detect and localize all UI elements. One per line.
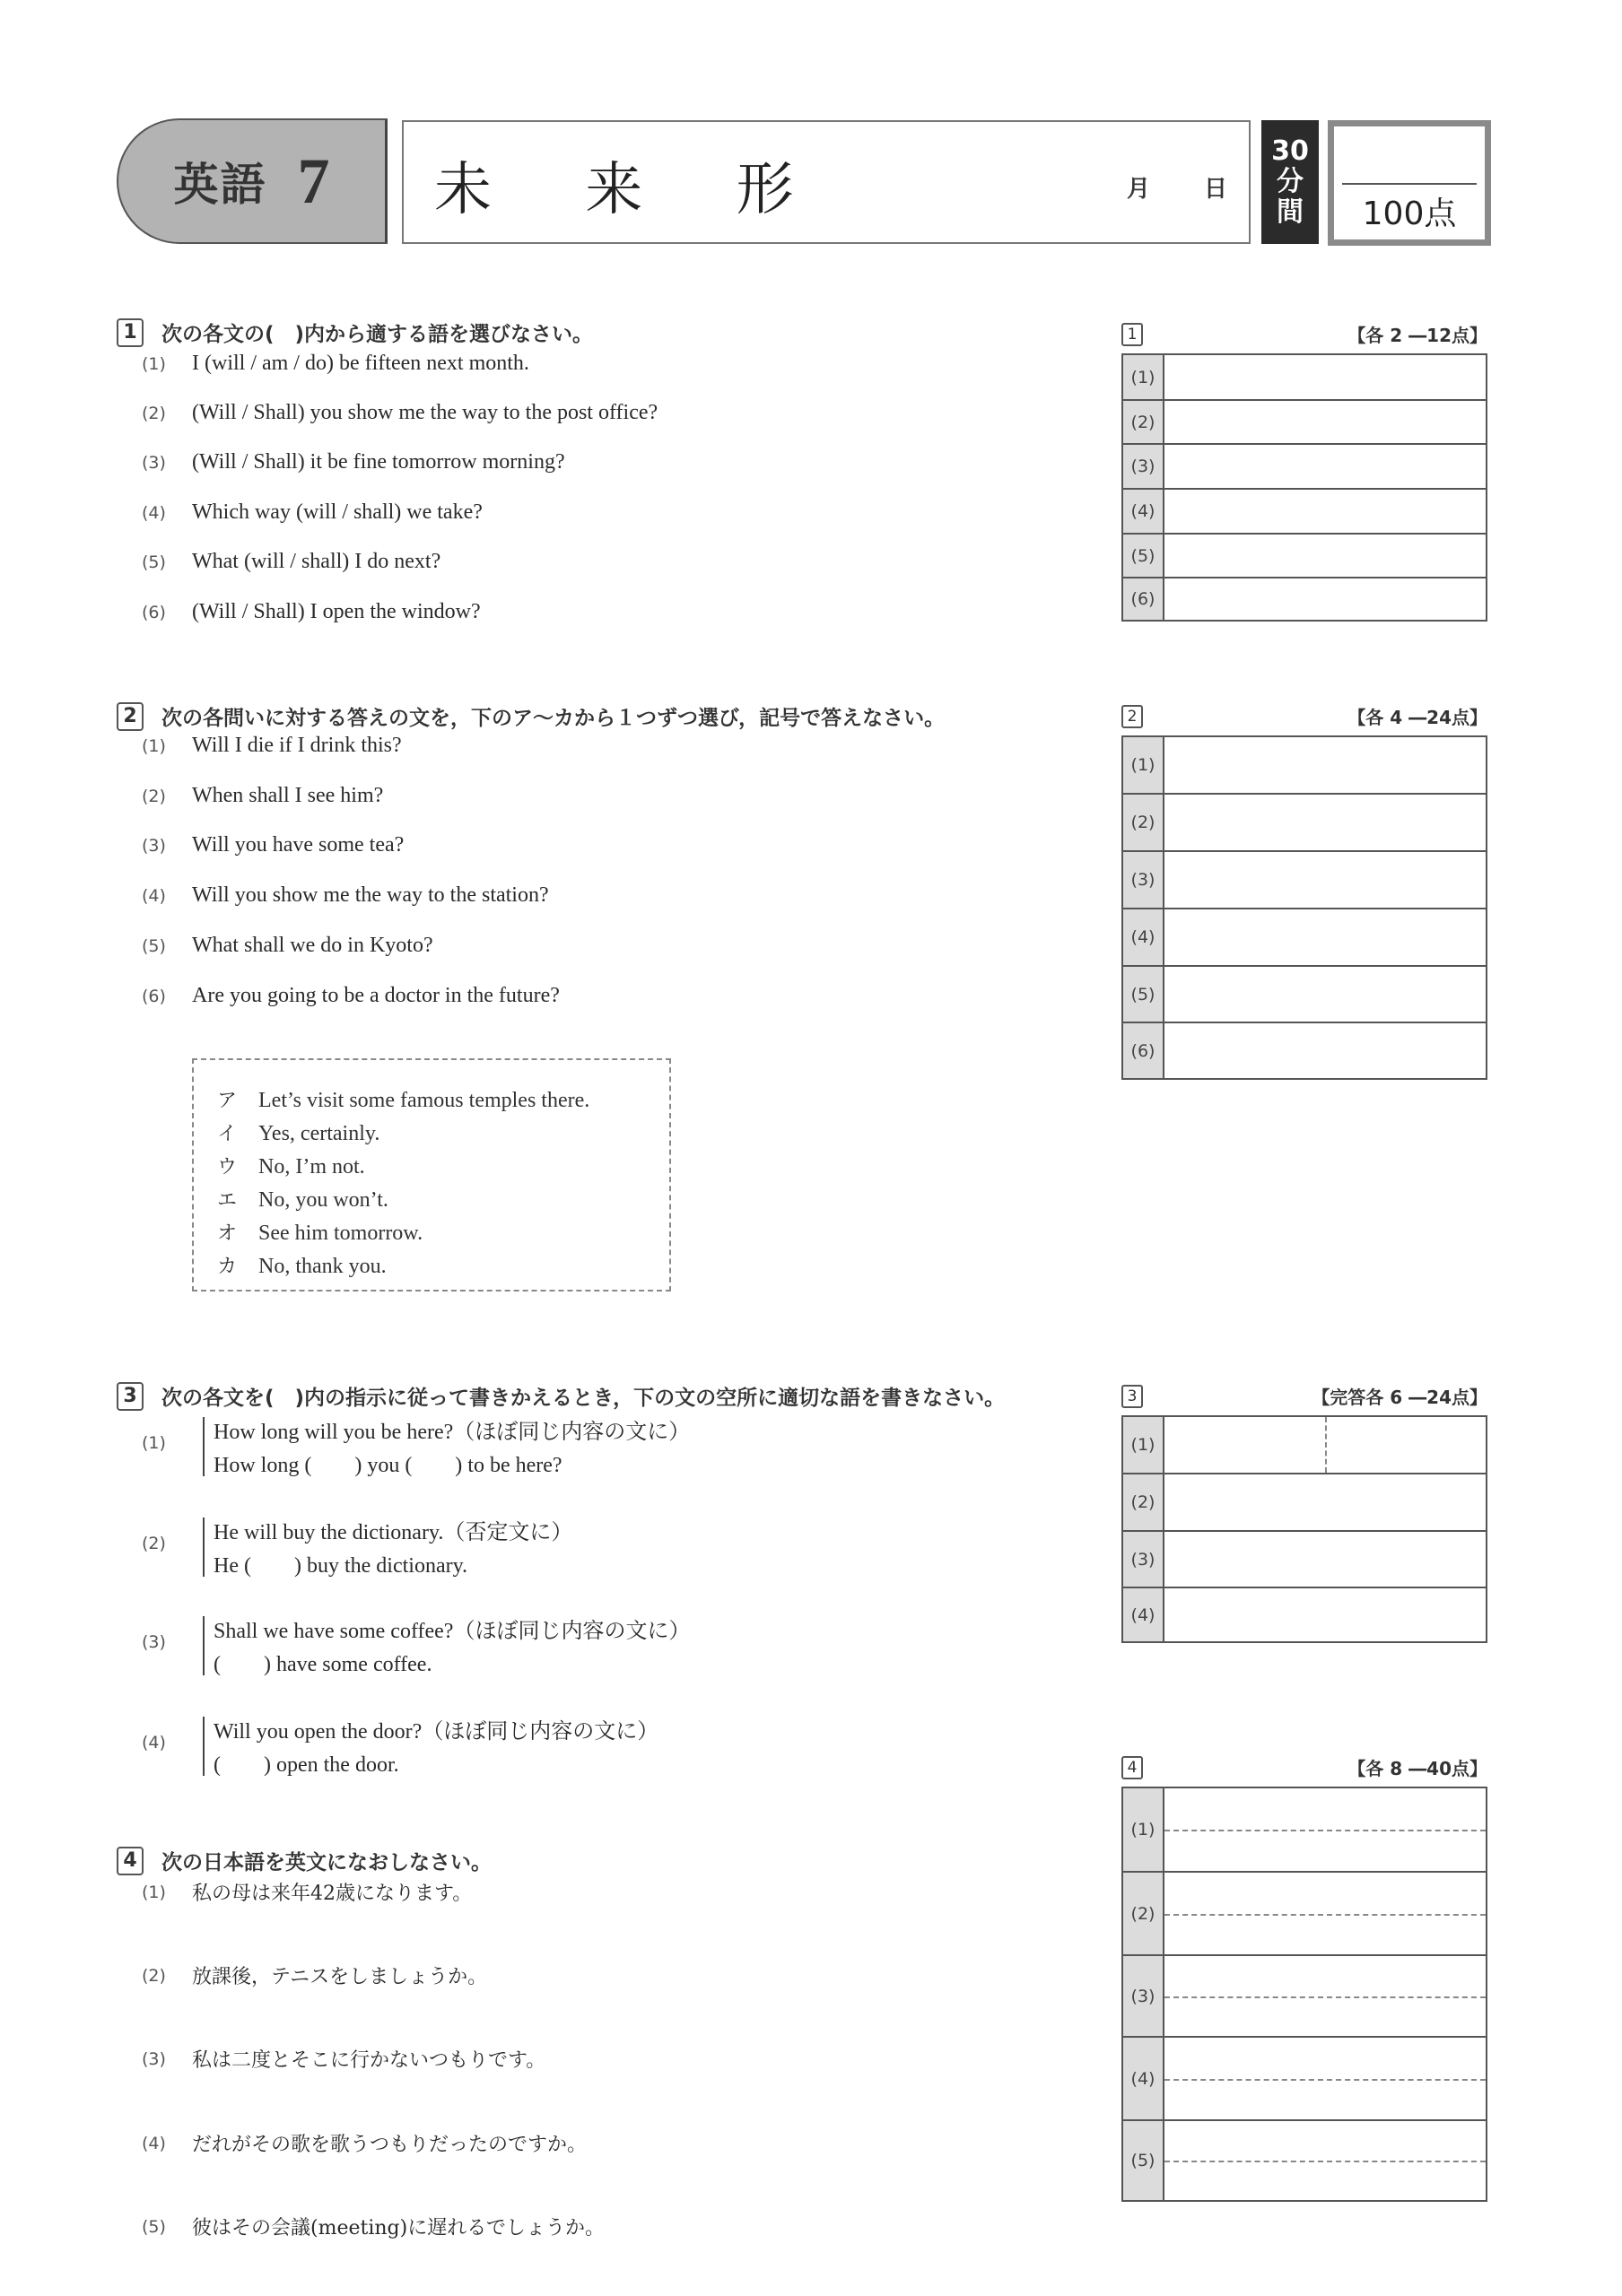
brace-line	[203, 1417, 214, 1476]
choice-mark: オ	[217, 1222, 238, 1245]
unit-tab	[117, 118, 388, 244]
question-item	[142, 1878, 472, 1906]
answer-row[interactable]	[1123, 2119, 1486, 2200]
question-text: Are you going to be a doctor in the future?	[192, 984, 560, 1007]
answer-1-header	[1121, 321, 1487, 347]
choice-text: No, I’m not.	[258, 1155, 365, 1178]
question-number: (1)	[142, 1433, 166, 1453]
question-number: (3)	[142, 835, 166, 856]
question-number: (3)	[142, 452, 166, 473]
answer-row[interactable]	[1123, 533, 1486, 577]
original-sentence: Shall we have some coffee?（ほぼ同じ内容の文に）	[214, 1620, 691, 1643]
original-sentence: Will you open the door?（ほぼ同じ内容の文に）	[214, 1720, 659, 1744]
answer-2-table	[1121, 735, 1487, 1080]
question-item	[142, 734, 402, 758]
time-limit-badge	[1261, 120, 1319, 244]
answer-row[interactable]	[1123, 908, 1486, 965]
question-item	[142, 500, 483, 525]
answer-label: (2)	[1123, 795, 1164, 850]
section-instruction: 次の各文を( )内の指示に従って書きかえるとき，下の文の空所に適切な語を書きなさい。	[161, 1387, 1006, 1410]
answer-field[interactable]	[1164, 2038, 1486, 2119]
question-number: (5)	[142, 935, 166, 956]
question-number: (3)	[142, 2048, 166, 2069]
rewritten-sentence: He ( ) buy the dictionary.	[214, 1554, 468, 1578]
rewrite-question	[142, 1613, 770, 1675]
answer-3-table	[1121, 1415, 1487, 1643]
answer-section-badge: 1	[1121, 323, 1143, 346]
rewritten-sentence: ( ) open the door.	[214, 1753, 399, 1777]
answer-row[interactable]	[1123, 1022, 1486, 1078]
answer-label: (3)	[1123, 852, 1164, 908]
answer-label: (5)	[1123, 2121, 1164, 2200]
answer-section-badge: 3	[1121, 1385, 1143, 1408]
answer-row[interactable]	[1123, 1530, 1486, 1587]
question-item	[142, 600, 481, 624]
answer-field[interactable]	[1164, 1474, 1486, 1530]
question-number: (2)	[142, 1965, 166, 1986]
date-month-label: 月	[1127, 176, 1151, 203]
answer-field[interactable]	[1164, 1788, 1486, 1871]
answer-row[interactable]	[1123, 1417, 1486, 1473]
question-number: (6)	[142, 986, 166, 1006]
answer-label: (5)	[1123, 967, 1164, 1022]
answer-field[interactable]	[1164, 445, 1486, 488]
question-text: Will you show me the way to the station?	[192, 883, 549, 907]
answer-field[interactable]	[1164, 1956, 1486, 2036]
question-item	[142, 784, 383, 808]
question-text: 私の母は来年42歳になります。	[192, 1883, 473, 1905]
time-limit-unit-1: 分	[1277, 166, 1304, 197]
answer-row[interactable]	[1123, 1788, 1486, 1871]
answer-label: (1)	[1123, 1417, 1164, 1473]
question-item	[142, 833, 404, 857]
unit-number: 7	[297, 144, 330, 217]
score-divider	[1342, 183, 1477, 185]
question-item	[142, 550, 440, 574]
question-text: だれがその歌を歌うつもりだったのですか。	[192, 2134, 588, 2156]
answer-4-header	[1121, 1754, 1487, 1780]
question-item	[142, 934, 433, 958]
question-text: (Will / Shall) I open the window?	[192, 600, 481, 623]
answer-section-badge: 4	[1121, 1756, 1143, 1779]
section-1-heading	[117, 317, 593, 347]
answer-row[interactable]	[1123, 443, 1486, 488]
question-text: I (will / am / do) be fifteen next month.	[192, 352, 529, 375]
answer-row[interactable]	[1123, 488, 1486, 533]
answer-field[interactable]	[1164, 1588, 1486, 1641]
answer-field[interactable]	[1164, 852, 1486, 908]
answer-row[interactable]	[1123, 1587, 1486, 1641]
writing-guide-line	[1164, 1914, 1486, 1916]
answer-label: (6)	[1123, 578, 1164, 620]
answer-field[interactable]	[1164, 1873, 1486, 1954]
page-title: 未 来 形	[434, 157, 832, 223]
answer-choices-box	[192, 1058, 671, 1292]
answer-field[interactable]	[1164, 2121, 1486, 2200]
subject-label: 英語	[173, 159, 267, 211]
date-day-label: 日	[1204, 176, 1228, 203]
question-number: (6)	[142, 602, 166, 622]
writing-guide-line	[1164, 1830, 1486, 1831]
answer-label: (4)	[1123, 1588, 1164, 1641]
section-number-badge: 2	[117, 702, 144, 731]
choice-mark: ア	[217, 1090, 238, 1112]
question-text: When shall I see him?	[192, 784, 384, 807]
question-item	[142, 2129, 587, 2157]
section-instruction: 次の各問いに対する答えの文を，下のア～カから１つずつ選び，記号で答えなさい。	[161, 707, 946, 730]
answer-4-table	[1121, 1787, 1487, 2202]
choice-item	[217, 1251, 387, 1279]
choice-mark: ウ	[217, 1156, 238, 1178]
question-item	[142, 450, 565, 474]
answer-row[interactable]	[1123, 850, 1486, 908]
question-item	[142, 883, 549, 908]
question-number: (4)	[142, 1733, 166, 1752]
question-text: (Will / Shall) you show me the way to the post office?	[192, 401, 658, 424]
question-number: (2)	[142, 786, 166, 806]
answer-label: (4)	[1123, 2038, 1164, 2119]
question-number: (1)	[142, 735, 166, 756]
answer-1-table	[1121, 353, 1487, 622]
choice-text: See him tomorrow.	[258, 1222, 423, 1245]
question-text: Which way (will / shall) we take?	[192, 500, 483, 524]
answer-label: (3)	[1123, 1532, 1164, 1587]
answer-field[interactable]	[1164, 909, 1486, 965]
points-label: 【各 8 ―40点】	[1347, 1758, 1487, 1779]
choice-mark: カ	[217, 1256, 238, 1278]
choice-text: No, you won’t.	[258, 1188, 388, 1212]
rewritten-sentence: How long ( ) you ( ) to be here?	[214, 1454, 562, 1477]
split-divider	[1325, 1417, 1327, 1473]
answer-label: (1)	[1123, 737, 1164, 793]
question-number: (1)	[142, 353, 166, 374]
answer-row[interactable]	[1123, 355, 1486, 399]
section-instruction: 次の日本語を英文になおしなさい。	[161, 1851, 492, 1874]
choice-item	[217, 1118, 379, 1146]
answer-row[interactable]	[1123, 2036, 1486, 2119]
answer-field[interactable]	[1164, 401, 1486, 443]
question-text: 私は二度とそこに行かないつもりです。	[192, 2049, 546, 2072]
question-number: (3)	[142, 1632, 166, 1652]
question-text: Will I die if I drink this?	[192, 734, 402, 757]
score-total: 100点	[1362, 196, 1457, 232]
answer-row[interactable]	[1123, 1871, 1486, 1954]
question-number: (2)	[142, 1534, 166, 1553]
answer-label: (1)	[1123, 1788, 1164, 1871]
choice-mark: エ	[217, 1189, 238, 1212]
answer-label: (4)	[1123, 490, 1164, 533]
rewrite-question	[142, 1713, 770, 1776]
answer-2-header	[1121, 703, 1487, 729]
section-2-heading	[117, 701, 945, 731]
question-number: (5)	[142, 552, 166, 572]
question-text: What (will / shall) I do next?	[192, 550, 441, 573]
choice-item	[217, 1185, 388, 1213]
question-number: (4)	[142, 502, 166, 523]
answer-row[interactable]	[1123, 1473, 1486, 1530]
question-number: (4)	[142, 885, 166, 906]
question-number: (5)	[142, 2216, 166, 2237]
question-item	[142, 352, 529, 376]
question-text: 彼はその会議(meeting)に遅れるでしょうか。	[192, 2217, 605, 2239]
answer-label: (5)	[1123, 535, 1164, 577]
answer-field[interactable]	[1164, 1532, 1486, 1587]
answer-field[interactable]	[1164, 1023, 1486, 1078]
question-item	[142, 2045, 545, 2073]
answer-field[interactable]	[1164, 535, 1486, 577]
writing-guide-line	[1164, 2161, 1486, 2162]
answer-field[interactable]	[1164, 737, 1486, 793]
choice-item	[217, 1218, 423, 1246]
points-label: 【各 4 ―24点】	[1347, 707, 1487, 728]
answer-label: (2)	[1123, 1474, 1164, 1530]
answer-field[interactable]	[1164, 578, 1486, 620]
choice-text: No, thank you.	[258, 1255, 387, 1278]
question-number: (4)	[142, 2133, 166, 2153]
time-limit-unit-2: 間	[1277, 196, 1304, 228]
question-text: 放課後，テニスをしましょうか。	[192, 1966, 488, 1988]
question-text: (Will / Shall) it be fine tomorrow morning?	[192, 450, 565, 474]
original-sentence: He will buy the dictionary.（否定文に）	[214, 1521, 573, 1544]
answer-label: (3)	[1123, 1956, 1164, 2036]
section-number-badge: 4	[117, 1847, 144, 1875]
answer-field-split[interactable]	[1164, 1417, 1486, 1473]
answer-field[interactable]	[1164, 490, 1486, 533]
answer-label: (4)	[1123, 909, 1164, 965]
answer-row[interactable]	[1123, 1954, 1486, 2036]
choice-text: Let’s visit some famous temples there.	[258, 1089, 590, 1112]
section-3-heading	[117, 1381, 1005, 1411]
answer-label: (2)	[1123, 401, 1164, 443]
answer-3-header	[1121, 1383, 1487, 1409]
points-label: 【完答各 6 ―24点】	[1312, 1387, 1487, 1408]
section-number-badge: 1	[117, 318, 144, 347]
question-number: (1)	[142, 1882, 166, 1902]
time-limit-minutes: 30	[1271, 135, 1309, 167]
rewrite-question	[142, 1413, 770, 1476]
answer-row[interactable]	[1123, 965, 1486, 1022]
choice-mark: イ	[217, 1123, 238, 1145]
answer-field[interactable]	[1164, 967, 1486, 1022]
section-instruction: 次の各文の( )内から適する語を選びなさい。	[161, 323, 594, 346]
answer-label: (6)	[1123, 1023, 1164, 1078]
section-number-badge: 3	[117, 1382, 144, 1411]
brace-line	[203, 1717, 214, 1776]
question-number: (2)	[142, 403, 166, 423]
writing-guide-line	[1164, 1996, 1486, 1998]
choice-item	[217, 1085, 589, 1113]
question-item	[142, 401, 658, 425]
question-text: What shall we do in Kyoto?	[192, 934, 433, 957]
answer-label: (3)	[1123, 445, 1164, 488]
section-4-heading	[117, 1846, 492, 1875]
answer-field[interactable]	[1164, 355, 1486, 399]
answer-section-badge: 2	[1121, 705, 1143, 728]
original-sentence: How long will you be here?（ほぼ同じ内容の文に）	[214, 1421, 691, 1444]
choice-text: Yes, certainly.	[258, 1122, 380, 1145]
answer-field[interactable]	[1164, 795, 1486, 850]
points-label: 【各 2 ―12点】	[1347, 325, 1487, 346]
answer-row[interactable]	[1123, 737, 1486, 793]
brace-line	[203, 1616, 214, 1675]
answer-label: (1)	[1123, 355, 1164, 399]
question-text: Will you have some tea?	[192, 833, 405, 857]
choice-item	[217, 1152, 365, 1179]
answer-row[interactable]	[1123, 793, 1486, 850]
question-item	[142, 984, 560, 1008]
question-item	[142, 1961, 487, 1989]
writing-guide-line	[1164, 2079, 1486, 2081]
answer-row[interactable]	[1123, 577, 1486, 620]
brace-line	[203, 1518, 214, 1577]
answer-row[interactable]	[1123, 399, 1486, 443]
answer-label: (2)	[1123, 1873, 1164, 1954]
question-item	[142, 2213, 605, 2240]
rewritten-sentence: ( ) have some coffee.	[214, 1653, 432, 1676]
rewrite-question	[142, 1514, 770, 1577]
